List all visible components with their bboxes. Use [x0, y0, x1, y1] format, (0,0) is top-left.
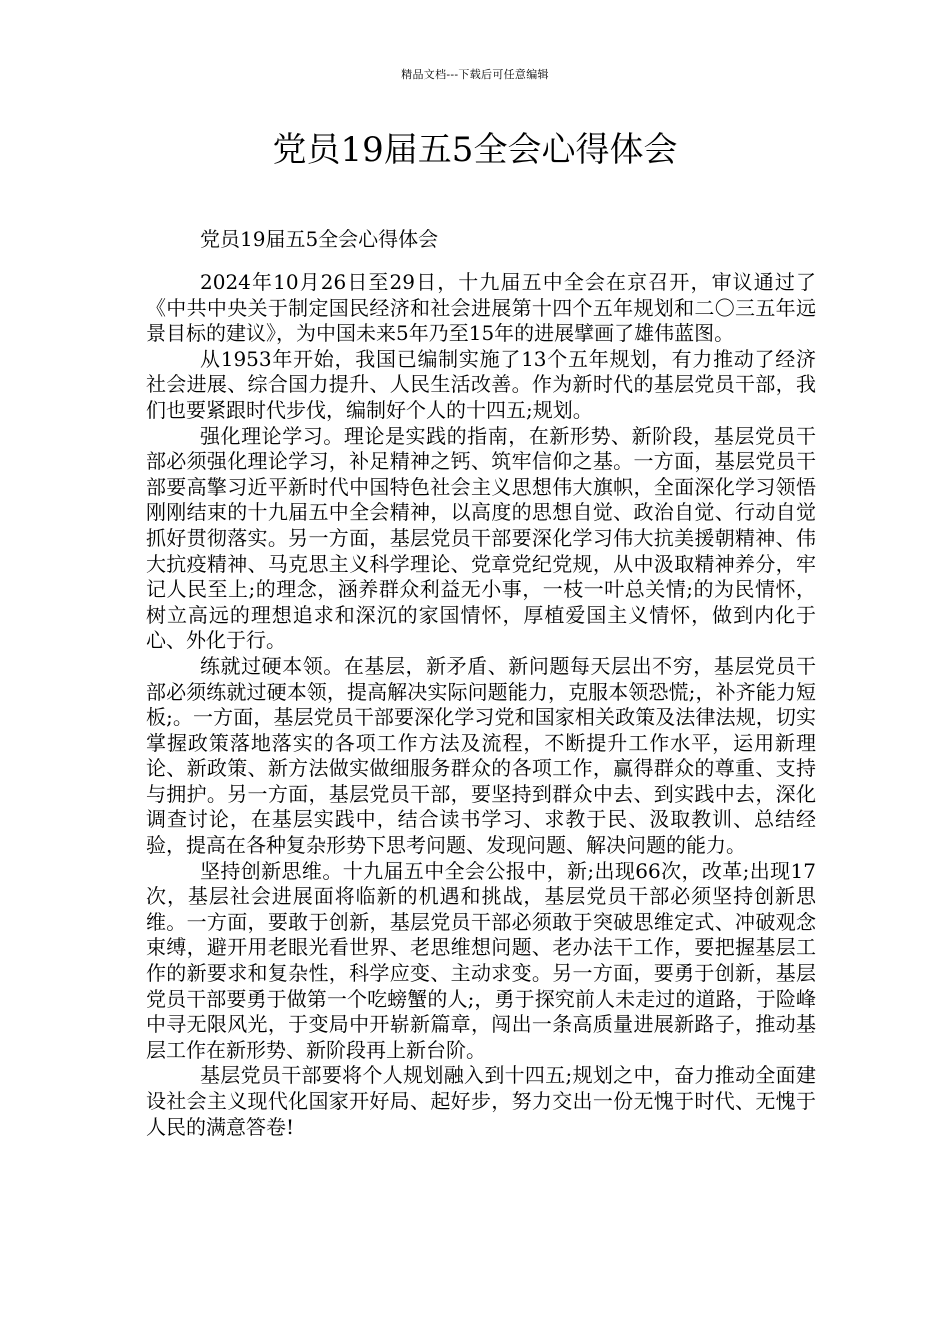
paragraph: 从1953年开始，我国已编制实施了13个五年规划，有力推动了经济社会进展、综合国力提升、人民生活改善。作为新时代的基层党员干部，我们也要紧跟时代步伐，编制好个人的十四五;规划。	[146, 346, 816, 422]
document-subtitle: 党员19届五5全会心得体会	[200, 227, 439, 251]
paragraph: 坚持创新思维。十九届五中全会公报中，新;出现66次，改革;出现17次，基层社会进展面将临新的机遇和挑战，基层党员干部必须坚持创新思维。一方面，要敢于创新，基层党员干部必须敢于突破思维定式、冲破观念束缚，避开用老眼光看世界、老思维想问题、老办法干工作，要把握基层工作的新要求和复杂性，科学应变、主动求变。另一方面，要勇于创新，基层党员干部要勇于做第一个吃螃蟹的人;，勇于探究前人未走过的道路，于险峰中寻无限风光，于变局中开崭新篇章，闯出一条高质量进展新路子，推动基层工作在新形势、新阶段再上新台阶。	[146, 858, 816, 1062]
paragraph: 练就过硬本领。在基层，新矛盾、新问题每天层出不穷，基层党员干部必须练就过硬本领，提高解决实际问题能力，克服本领恐慌;，补齐能力短板;。一方面，基层党员干部要深化学习党和国家相关政策及法律法规，切实掌握政策落地落实的各项工作方法及流程，不断提升工作水平，运用新理论、新政策、新方法做实做细服务群众的各项工作，赢得群众的尊重、支持与拥护。另一方面，基层党员干部，要坚持到群众中去、到实践中去，深化调查讨论，在基层实践中，结合读书学习、求教于民、汲取教训、总结经验，提高在各种复杂形势下思考问题、发现问题、解决问题的能力。	[146, 653, 816, 858]
document-body	[146, 270, 816, 1140]
paragraph: 2024年10月26日至29日，十九届五中全会在京召开，审议通过了《中共中央关于制定国民经济和社会进展第十四个五年规划和二〇三五年远景目标的建议》，为中国未来5年乃至15年的进展擘画了雄伟蓝图。	[146, 270, 816, 346]
paragraph: 基层党员干部要将个人规划融入到十四五;规划之中，奋力推动全面建设社会主义现代化国家开好局、起好步，努力交出一份无愧于时代、无愧于人民的满意答卷!	[146, 1063, 816, 1139]
page-title: 党员19届五5全会心得体会	[272, 130, 678, 170]
header-note: 精品文档---下载后可任意编辑	[401, 68, 549, 81]
paragraph: 强化理论学习。理论是实践的指南，在新形势、新阶段，基层党员干部必须强化理论学习，补足精神之钙、筑牢信仰之基。一方面，基层党员干部要高擎习近平新时代中国特色社会主义思想伟大旗帜，全面深化学习领悟刚刚结束的十九届五中全会精神，以高度的思想自觉、政治自觉、行动自觉抓好贯彻落实。另一方面，基层党员干部要深化学习伟大抗美援朝精神、伟大抗疫精神、马克思主义科学理论、党章党纪党规，从中汲取精神养分，牢记人民至上;的理念，涵养群众利益无小事，一枝一叶总关情;的为民情怀，树立高远的理想追求和深沉的家国情怀，厚植爱国主义情怀，做到内化于心、外化于行。	[146, 423, 816, 653]
